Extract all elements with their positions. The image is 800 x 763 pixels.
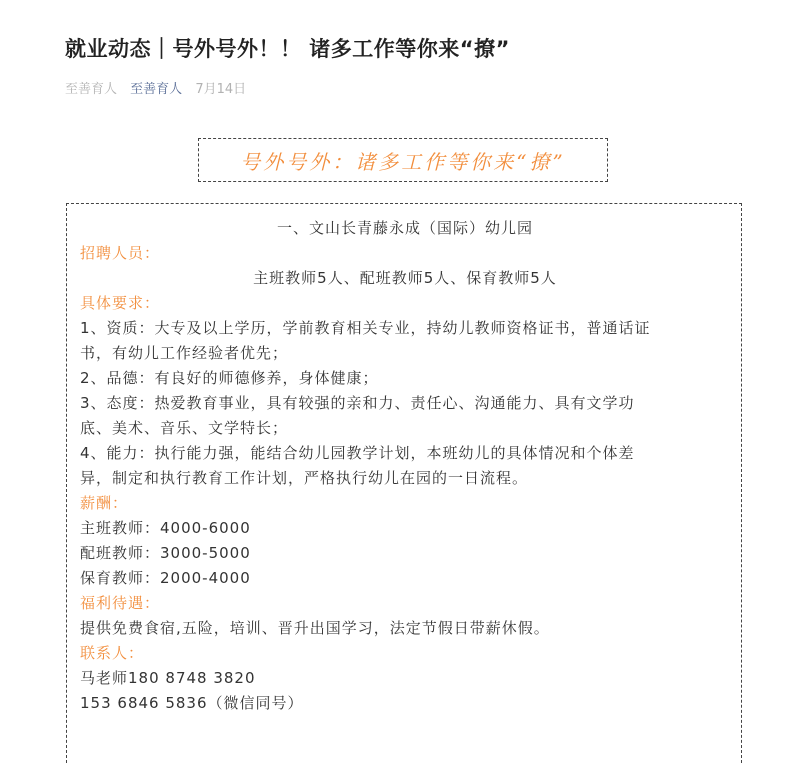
- requirement-1-line1: 1、资质：大专及以上学历，学前教育相关专业，持幼儿教师资格证书，普通话证: [80, 319, 651, 337]
- meta-source: 至善育人: [65, 82, 118, 97]
- contact-phone-2: 153 6846 5836（微信同号）: [80, 694, 304, 712]
- meta-date: 7月14日: [195, 82, 247, 97]
- requirement-3-line1: 3、态度：热爱教育事业，具有较强的亲和力、责任心、沟通能力、具有文学功: [80, 394, 635, 412]
- recruit-label: 招聘人员：: [80, 244, 161, 262]
- requirement-1-line2: 书，有幼儿工作经验者优先；: [80, 344, 289, 362]
- requirement-2: 2、品德：有良好的师德修养，身体健康；: [80, 369, 379, 387]
- requirements-label: 具体要求：: [80, 294, 161, 312]
- salary-care-teacher: 保育教师：2000-4000: [80, 569, 251, 587]
- benefits-text: 提供免费食宿,五险，培训、晋升出国学习，法定节假日带薪休假。: [80, 619, 550, 637]
- job-content: [80, 216, 730, 716]
- headline-text: 号外号外：诸多工作等你来“撩”: [240, 149, 566, 174]
- salary-label: 薪酬：: [80, 494, 129, 512]
- salary-assistant-teacher: 配班教师：3000-5000: [80, 544, 251, 562]
- benefits-label: 福利待遇：: [80, 594, 161, 612]
- salary-lead-teacher: 主班教师：4000-6000: [80, 519, 251, 537]
- contact-phone-1: 马老师180 8748 3820: [80, 669, 256, 687]
- recruit-positions: 主班教师5人、配班教师5人、保育教师5人: [253, 269, 557, 287]
- job-heading: 一、文山长青藤永成（国际）幼儿园: [276, 219, 533, 237]
- headline-box: [198, 138, 608, 182]
- requirement-4-line2: 异，制定和执行教育工作计划，严格执行幼儿在园的一日流程。: [80, 469, 529, 487]
- contact-label: 联系人：: [80, 644, 145, 662]
- article-meta: [65, 78, 255, 97]
- meta-account-link[interactable]: 至善育人: [130, 82, 183, 97]
- requirement-3-line2: 底、美术、音乐、文学特长；: [80, 419, 289, 437]
- article-title: 就业动态｜号外号外！！ 诸多工作等你来“撩”: [65, 37, 510, 61]
- requirement-4-line1: 4、能力：执行能力强，能结合幼儿园教学计划，本班幼儿的具体情况和个体差: [80, 444, 635, 462]
